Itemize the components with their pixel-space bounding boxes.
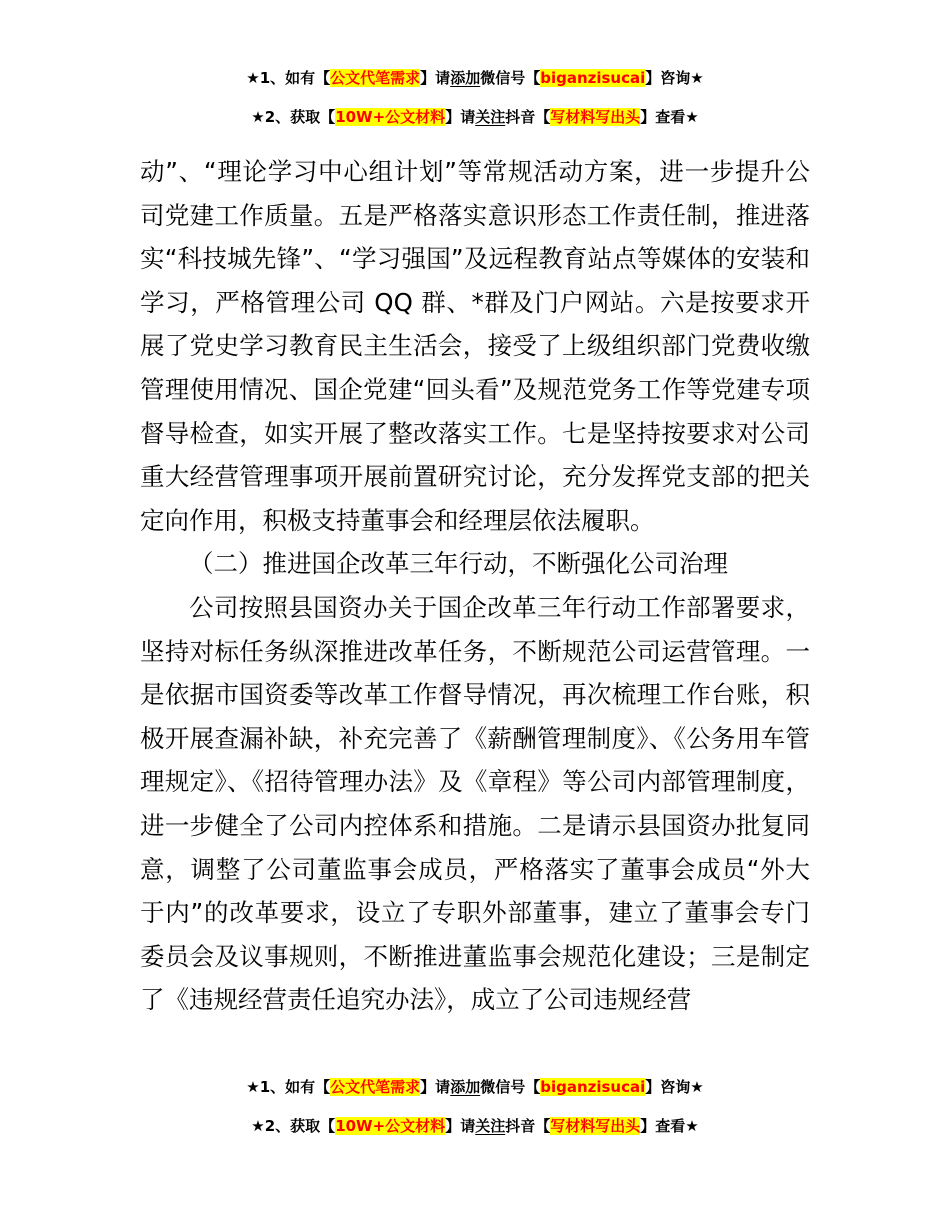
promo-highlight: 10W+公文材料 (335, 1117, 446, 1135)
promo-underlined: 关注 (475, 108, 506, 126)
document-body (140, 150, 810, 1022)
promo-text: 】请 (420, 1078, 451, 1096)
promo-prefix: ★1、如有【 (246, 69, 331, 87)
promo-text: 抖音【 (505, 1117, 551, 1135)
promo-douyin-id: 写材料写出头 (550, 1117, 641, 1135)
promo-douyin-id: 写材料写出头 (550, 108, 641, 126)
promo-suffix: 】咨询★ (645, 69, 704, 87)
promo-suffix: 】查看★ (640, 1117, 699, 1135)
header-promo-line-1 (0, 68, 950, 88)
header-promo-line-2 (0, 107, 950, 127)
paragraph-continuation: 动”、“理论学习中心组计划”等常规活动方案，进一步提升公司党建工作质量。五是严格落实意识形态工作责任制，推进落实“科技城先锋”、“学习强国”及远程教育站点等媒体的安装和学习，严格管理公司 QQ 群、*群及门户网站。六是按要求开展了党史学习教育民主生活会，接受了上级组织部门党费收缴管理使用情况、国企党建“回头看”及规范党务工作等党建专项督导检查，如实开展了整改落实工作。七是坚持按要求对公司重大经营管理事项开展前置研究讨论，充分发挥党支部的把关定向作用，积极支持董事会和经理层依法履职。 (140, 157, 810, 535)
paragraph: 公司按照县国资办关于国企改革三年行动工作部署要求，坚持对标任务纵深推进改革任务，不断规范公司运营管理。一是依据市国资委等改革工作督导情况，再次梳理工作台账，积极开展查漏补缺，补充完善了《薪酬管理制度》、《公务用车管理规定》、《招待管理办法》及《章程》等公司内部管理制度，进一步健全了公司内控体系和措施。二是请示县国资办批复同意，调整了公司董监事会成员，严格落实了董事会成员“外大于内”的改革要求，设立了专职外部董事，建立了董事会专门委员会及议事规则，不断推进董监事会规范化建设；三是制定了《违规经营责任追究办法》，成立了公司违规经营 (140, 592, 810, 1015)
promo-prefix: ★2、获取【 (251, 1117, 336, 1135)
promo-prefix: ★1、如有【 (246, 1078, 331, 1096)
promo-prefix: ★2、获取【 (251, 108, 336, 126)
promo-underlined: 添加 (450, 69, 481, 87)
promo-text: 】请 (420, 69, 451, 87)
promo-underlined: 添加 (450, 1078, 481, 1096)
footer-promo-line-2 (0, 1116, 950, 1136)
promo-text: 】请 (445, 1117, 476, 1135)
promo-text: 微信号【 (480, 69, 541, 87)
promo-text: 】请 (445, 108, 476, 126)
promo-wechat-id: biganzisucai (540, 69, 646, 87)
promo-wechat-id: biganzisucai (540, 1078, 646, 1096)
promo-text: 抖音【 (505, 108, 551, 126)
promo-underlined: 关注 (475, 1117, 506, 1135)
promo-suffix: 】咨询★ (645, 1078, 704, 1096)
promo-text: 微信号【 (480, 1078, 541, 1096)
footer-promo-line-1 (0, 1077, 950, 1097)
promo-highlight: 10W+公文材料 (335, 108, 446, 126)
promo-highlight: 公文代笔需求 (330, 69, 421, 87)
promo-highlight: 公文代笔需求 (330, 1078, 421, 1096)
section-heading: （二）推进国企改革三年行动，不断强化公司治理 (189, 549, 728, 579)
promo-suffix: 】查看★ (640, 108, 699, 126)
